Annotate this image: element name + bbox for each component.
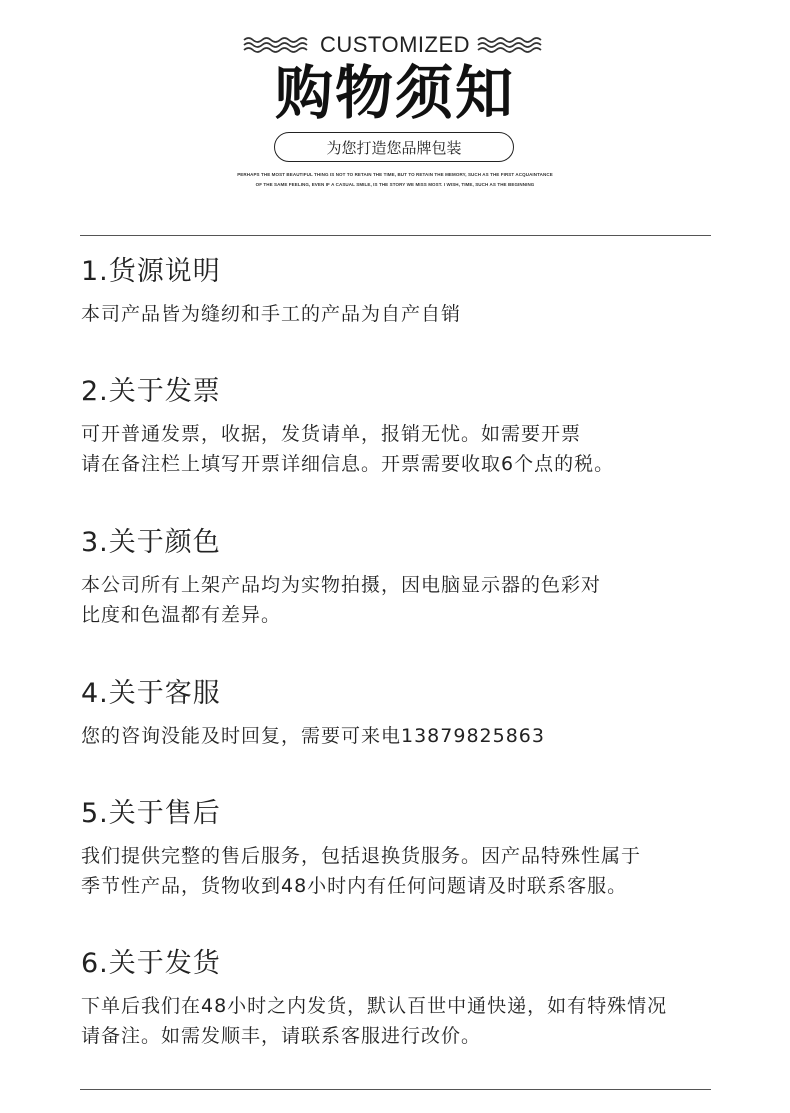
subtitle-row (0, 34, 790, 56)
section-source (81, 255, 761, 329)
section-line: 比度和色温都有差异。 (81, 604, 282, 626)
wave-decoration-right-icon (476, 36, 548, 54)
section-title: 4.关于客服 (81, 678, 221, 709)
section-body (81, 721, 761, 751)
subtitle-en: CUSTOMIZED (319, 32, 471, 57)
section-body (81, 991, 761, 1051)
header (0, 0, 790, 200)
section-body (81, 841, 761, 901)
section-line: 请备注。如需发顺丰，请联系客服进行改价。 (81, 1025, 482, 1047)
section-shipping (81, 947, 761, 1051)
divider-bottom (80, 1089, 711, 1090)
section-line: 您的咨询没能及时回复，需要可来电13879825863 (81, 725, 545, 747)
brand-pill-label: 为您打造您品牌包装 (326, 138, 462, 157)
section-line: 我们提供完整的售后服务，包括退换货服务。因产品特殊性属于 (81, 845, 642, 867)
brand-pill (274, 132, 514, 162)
section-line: 本公司所有上架产品均为实物拍摄，因电脑显示器的色彩对 (81, 574, 602, 596)
section-body (81, 419, 761, 479)
section-invoice (81, 375, 761, 479)
divider-top (80, 235, 711, 236)
section-line: 请在备注栏上填写开票详细信息。开票需要收取6个点的税。 (81, 453, 615, 475)
section-line: 可开普通发票，收据，发货请单，报销无忧。如需要开票 (81, 423, 582, 445)
section-title: 2.关于发票 (81, 376, 221, 407)
section-line: 本司产品皆为缝纫和手工的产品为自产自销 (81, 303, 462, 325)
tagline-line-2: OF THE SAME FEELING, EVEN IF A CASUAL SMILE, IS THE STORY WE MISS MOST. I WISH, TIME, SUCH AS THE BEGINNING (255, 182, 535, 187)
wave-decoration-left-icon (242, 36, 314, 54)
section-title: 6.关于发货 (81, 948, 221, 979)
section-body (81, 299, 761, 329)
section-title: 1.货源说明 (81, 256, 221, 287)
section-after-sales (81, 797, 761, 901)
section-color (81, 526, 761, 630)
page-title: 购物须知 (274, 59, 515, 127)
section-title: 3.关于颜色 (81, 527, 221, 558)
tagline-line-1: PERHAPS THE MOST BEAUTIFUL THING IS NOT TO RETAIN THE TIME, BUT TO RETAIN THE MEMORY, SUCH AS THE FIRST ACQUAINTANCE (237, 172, 553, 177)
section-line: 季节性产品，货物收到48小时内有任何问题请及时联系客服。 (81, 875, 628, 897)
section-line: 下单后我们在48小时之内发货，默认百世中通快递，如有特殊情况 (81, 995, 668, 1017)
section-body (81, 570, 761, 630)
section-service (81, 677, 761, 751)
section-title: 5.关于售后 (81, 798, 221, 829)
